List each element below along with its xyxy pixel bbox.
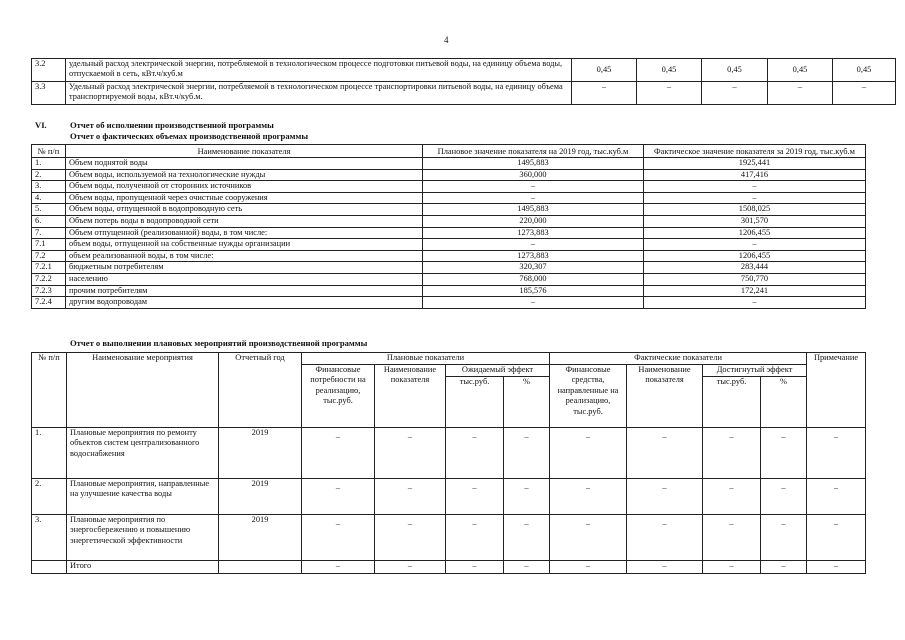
plan-value: 320,307	[423, 262, 644, 274]
table-row	[32, 181, 866, 193]
row-number: 3.3	[32, 82, 66, 105]
table-row	[32, 239, 866, 251]
value-cell: –	[375, 514, 446, 560]
plan-value: 1273,883	[423, 227, 644, 239]
table-row	[32, 478, 866, 514]
value-cell: –	[504, 478, 550, 514]
section-title: Отчет об исполнении производственной программы	[70, 120, 274, 130]
value-cell: –	[703, 427, 761, 478]
header-fact: Фактическое значение показателя за 2019 год, тыс.куб.м	[644, 145, 866, 158]
header-plan-group: Плановые показатели	[302, 353, 550, 365]
plan-value: 360,000	[423, 169, 644, 181]
header-fact-effect-pct: %	[761, 376, 807, 427]
section-number: VI.	[35, 120, 47, 130]
value-cell: 0,45	[572, 59, 637, 82]
indicator-name: Объем воды, полученной от сторонних источников	[66, 181, 423, 193]
fact-value: 283,444	[644, 262, 866, 274]
table-row	[32, 204, 866, 216]
fact-value: 750,770	[644, 273, 866, 285]
value-cell: –	[703, 478, 761, 514]
value-cell: –	[504, 560, 550, 573]
fact-value: –	[644, 297, 866, 309]
indicator-name: бюджетным потребителям	[66, 262, 423, 274]
plan-value: 185,576	[423, 285, 644, 297]
section-subtitle: Отчет о фактических объемах производственной программы	[70, 131, 309, 141]
value-cell: –	[446, 514, 504, 560]
table-header-row	[32, 353, 866, 365]
plan-value: 1273,883	[423, 250, 644, 262]
header-name: Наименование показателя	[66, 145, 423, 158]
indicator-name: удельный расход электрической энергии, потребляемой в технологическом процессе подготовки питьевой воды, на единицу объема воды, отпускаемой в сеть, кВт.ч/куб.м	[66, 59, 572, 82]
fact-value: 301,570	[644, 215, 866, 227]
indicator-name: прочим потребителям	[66, 285, 423, 297]
indicator-name: Объем отпущенной (реализованной) воды, в том числе:	[66, 227, 423, 239]
fact-value: 1925,441	[644, 158, 866, 170]
header-note: Примечание	[807, 353, 866, 428]
header-plan-effect: Ожидаемый эффект	[446, 364, 550, 376]
header-fact-effect-rub: тыс.руб.	[703, 376, 761, 427]
row-number: 2.	[32, 478, 67, 514]
value-cell: –	[550, 478, 627, 514]
fact-value: –	[644, 239, 866, 251]
report-year	[219, 560, 302, 573]
row-number: 7.2.1	[32, 262, 66, 274]
header-plan-finance: Финансовые потребности на реализацию, тыс.руб.	[302, 364, 375, 427]
table-row	[32, 514, 866, 560]
value-cell: –	[637, 82, 702, 105]
row-number: 7.	[32, 227, 66, 239]
value-cell: –	[550, 427, 627, 478]
value-cell: –	[572, 82, 637, 105]
table-row	[32, 560, 866, 573]
value-cell: –	[550, 514, 627, 560]
row-number: 3.	[32, 181, 66, 193]
value-cell: –	[833, 82, 896, 105]
indicator-name: Объем поднятой воды	[66, 158, 423, 170]
report-year: 2019	[219, 478, 302, 514]
fact-value: 1206,455	[644, 227, 866, 239]
header-fact-indicator: Наименование показателя	[627, 364, 703, 427]
value-cell: –	[302, 560, 375, 573]
value-cell: –	[504, 427, 550, 478]
value-cell: –	[807, 560, 866, 573]
row-number: 6.	[32, 215, 66, 227]
value-cell: –	[504, 514, 550, 560]
table-row	[32, 227, 866, 239]
indicator-name: Объем воды, отпущенной в водопроводную сеть	[66, 204, 423, 216]
row-number: 7.2.3	[32, 285, 66, 297]
value-cell: –	[550, 560, 627, 573]
table-row	[32, 215, 866, 227]
value-cell: –	[761, 514, 807, 560]
table-row	[32, 169, 866, 181]
value-cell: –	[375, 427, 446, 478]
indicator-name: другим водопроводам	[66, 297, 423, 309]
header-fact-group: Фактические показатели	[550, 353, 807, 365]
row-number: 3.2	[32, 59, 66, 82]
value-cell: –	[627, 427, 703, 478]
value-cell: –	[375, 560, 446, 573]
indicator-name: Объем потерь воды в водопроводной сети	[66, 215, 423, 227]
section-header	[35, 120, 308, 142]
value-cell: –	[302, 514, 375, 560]
row-number: 2.	[32, 169, 66, 181]
table-row	[32, 192, 866, 204]
activity-name: Итого	[67, 560, 219, 573]
value-cell: –	[761, 427, 807, 478]
activity-name: Плановые мероприятия, направленные на улучшение качества воды	[67, 478, 219, 514]
value-cell: –	[446, 478, 504, 514]
row-number: 4.	[32, 192, 66, 204]
row-number: 7.2.4	[32, 297, 66, 309]
header-fact-effect: Достигнутый эффект	[703, 364, 807, 376]
value-cell: –	[302, 478, 375, 514]
plan-value: 220,000	[423, 215, 644, 227]
table-row	[32, 262, 866, 274]
header-num: № п/п	[32, 145, 66, 158]
page-number: 4	[444, 35, 449, 45]
row-number: 7.2	[32, 250, 66, 262]
row-number: 1.	[32, 158, 66, 170]
value-cell: –	[761, 478, 807, 514]
table-row	[32, 297, 866, 309]
row-number	[32, 560, 67, 573]
activities-table-title: Отчет о выполнении плановых мероприятий производственной программы	[70, 338, 368, 348]
indicator-name: Удельный расход электрической энергии, потребляемой в технологическом процессе транспортировки питьевой воды, на единицу объема транспортируемой воды, кВт.ч/куб.м.	[66, 82, 572, 105]
header-fact-finance: Финансовые средства, направленные на реализацию, тыс.руб.	[550, 364, 627, 427]
value-cell: –	[807, 514, 866, 560]
value-cell: –	[302, 427, 375, 478]
header-num: № п/п	[32, 353, 67, 428]
value-cell: –	[703, 514, 761, 560]
table-row	[32, 250, 866, 262]
value-cell: –	[807, 478, 866, 514]
row-number: 1.	[32, 427, 67, 478]
fact-value: 172,241	[644, 285, 866, 297]
value-cell: –	[703, 560, 761, 573]
fact-value: 1508,025	[644, 204, 866, 216]
table-row	[32, 285, 866, 297]
table-row	[32, 273, 866, 285]
row-number: 5.	[32, 204, 66, 216]
plan-value: –	[423, 297, 644, 309]
row-number: 7.2.2	[32, 273, 66, 285]
value-cell: 0,45	[833, 59, 896, 82]
fact-value: –	[644, 181, 866, 193]
table-header-row	[32, 145, 866, 158]
activity-name: Плановые мероприятия по ремонту объектов систем централизованного водоснабжения	[67, 427, 219, 478]
value-cell: –	[446, 427, 504, 478]
indicator-name: объем реализованной воды, в том числе:	[66, 250, 423, 262]
value-cell: –	[627, 478, 703, 514]
header-plan: Плановое значение показателя на 2019 год, тыс.куб.м	[423, 145, 644, 158]
value-cell: 0,45	[702, 59, 768, 82]
value-cell: –	[807, 427, 866, 478]
activity-name: Плановые мероприятия по энергосбережению и повышению энергетической эффективности	[67, 514, 219, 560]
indicator-name: объем воды, отпущенной на собственные нужды организации	[66, 239, 423, 251]
header-activity-name: Наименование мероприятия	[67, 353, 219, 428]
row-number: 3.	[32, 514, 67, 560]
indicator-name: Объем воды, используемой на технологические нужды	[66, 169, 423, 181]
indicator-name: населению	[66, 273, 423, 285]
indicator-name: Объем воды, пропущенной через очистные сооружения	[66, 192, 423, 204]
plan-value: –	[423, 192, 644, 204]
header-plan-indicator: Наименование показателя	[375, 364, 446, 427]
value-cell: 0,45	[768, 59, 833, 82]
report-year: 2019	[219, 427, 302, 478]
energy-consumption-table	[31, 58, 896, 105]
value-cell: –	[761, 560, 807, 573]
plan-value: –	[423, 181, 644, 193]
production-volumes-table	[31, 144, 866, 309]
value-cell: –	[627, 560, 703, 573]
report-year: 2019	[219, 514, 302, 560]
table-row	[32, 427, 866, 478]
fact-value: 1206,455	[644, 250, 866, 262]
value-cell: –	[627, 514, 703, 560]
fact-value: 417,416	[644, 169, 866, 181]
value-cell: –	[446, 560, 504, 573]
table-row	[32, 158, 866, 170]
value-cell: –	[768, 82, 833, 105]
value-cell: –	[375, 478, 446, 514]
plan-value: 1495,883	[423, 204, 644, 216]
plan-value: 768,000	[423, 273, 644, 285]
plan-value: –	[423, 239, 644, 251]
fact-value: –	[644, 192, 866, 204]
header-plan-effect-pct: %	[504, 376, 550, 427]
row-number: 7.1	[32, 239, 66, 251]
header-year: Отчетный год	[219, 353, 302, 428]
plan-value: 1495,883	[423, 158, 644, 170]
value-cell: 0,45	[637, 59, 702, 82]
value-cell: –	[702, 82, 768, 105]
planned-activities-table	[31, 352, 866, 574]
header-plan-effect-rub: тыс.руб.	[446, 376, 504, 427]
table-row	[32, 82, 896, 105]
table-row	[32, 59, 896, 82]
